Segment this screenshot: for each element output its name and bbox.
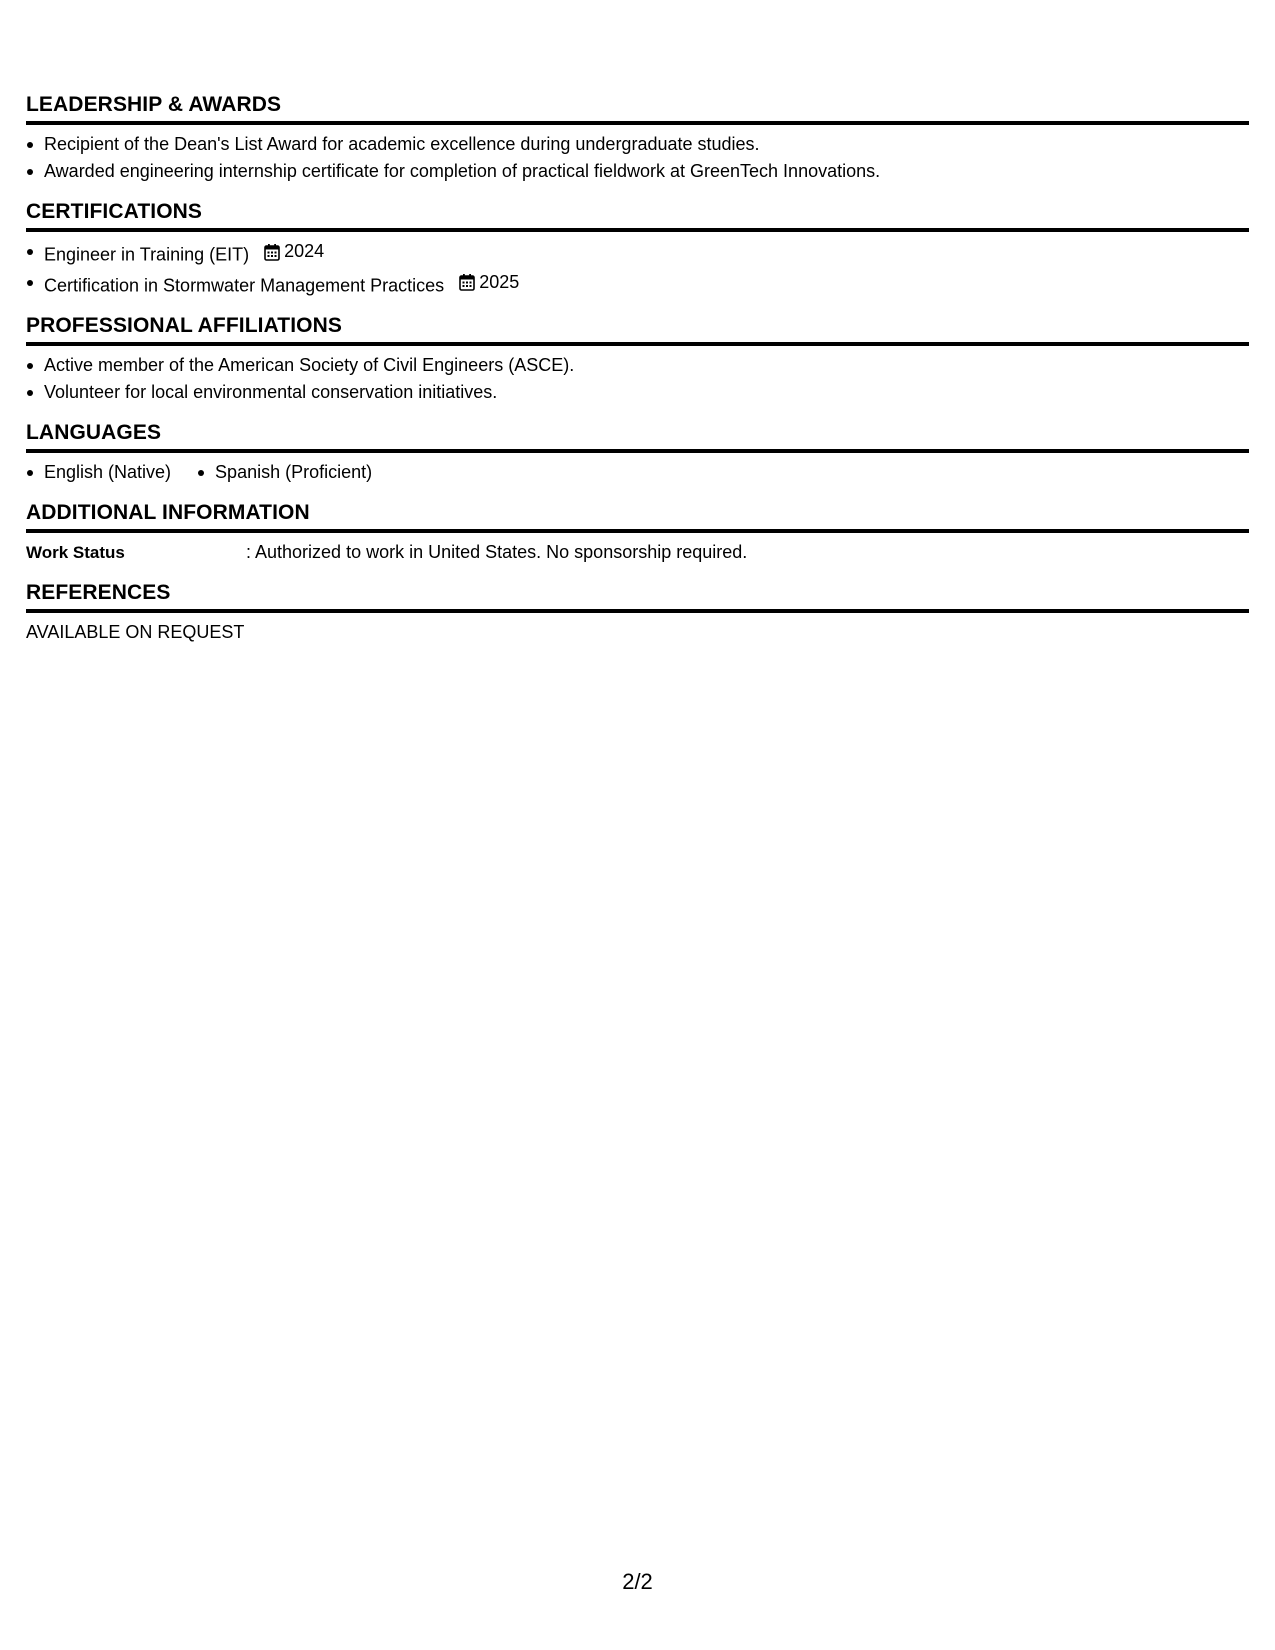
certification-year: 2024: [284, 241, 325, 261]
list-item: Volunteer for local environmental conservation initiatives.: [26, 379, 1249, 406]
list-item: Recipient of the Dean's List Award for academic excellence during undergraduate studies.: [26, 131, 1249, 158]
section-heading: PROFESSIONAL AFFILIATIONS: [26, 313, 1249, 346]
certification-name: Engineer in Training (EIT): [44, 244, 250, 265]
list-item: Spanish (Proficient): [197, 459, 372, 486]
section-heading: REFERENCES: [26, 580, 1249, 613]
list-item: Awarded engineering internship certificate for completion of practical fieldwork at GreenTech Innovations.: [26, 158, 1249, 185]
section-heading: LANGUAGES: [26, 420, 1249, 453]
resume-page: [26, 92, 1249, 660]
work-status-row: [26, 539, 1249, 566]
languages-list: [26, 459, 1249, 486]
professional-affiliations-section: [26, 313, 1249, 406]
section-heading: CERTIFICATIONS: [26, 199, 1249, 232]
list-item: [26, 238, 1249, 269]
affiliations-list: [26, 352, 1249, 406]
leadership-awards-section: [26, 92, 1249, 185]
languages-section: [26, 420, 1249, 486]
additional-information-section: [26, 500, 1249, 566]
references-text: AVAILABLE ON REQUEST: [26, 622, 245, 642]
certification-name: Certification in Stormwater Management Practices: [44, 275, 445, 295]
work-status-value: : Authorized to work in United States. No sponsorship required.: [246, 542, 748, 562]
page-number: 2/2: [622, 1569, 653, 1594]
list-item: Active member of the American Society of Civil Engineers (ASCE).: [26, 352, 1249, 379]
references-section: [26, 580, 1249, 646]
list-item: [26, 269, 1249, 300]
work-status-label: Work Status: [26, 543, 125, 562]
certification-date: [459, 269, 519, 296]
certifications-section: [26, 199, 1249, 299]
calendar-icon: [459, 273, 475, 291]
list-item: English (Native): [26, 459, 171, 486]
section-heading: ADDITIONAL INFORMATION: [26, 500, 1249, 533]
certifications-list: [26, 238, 1249, 299]
certification-date: [264, 238, 324, 265]
leadership-awards-list: [26, 131, 1249, 185]
certification-year: 2025: [479, 271, 520, 292]
section-heading: LEADERSHIP & AWARDS: [26, 92, 1249, 125]
calendar-icon: [264, 243, 280, 261]
